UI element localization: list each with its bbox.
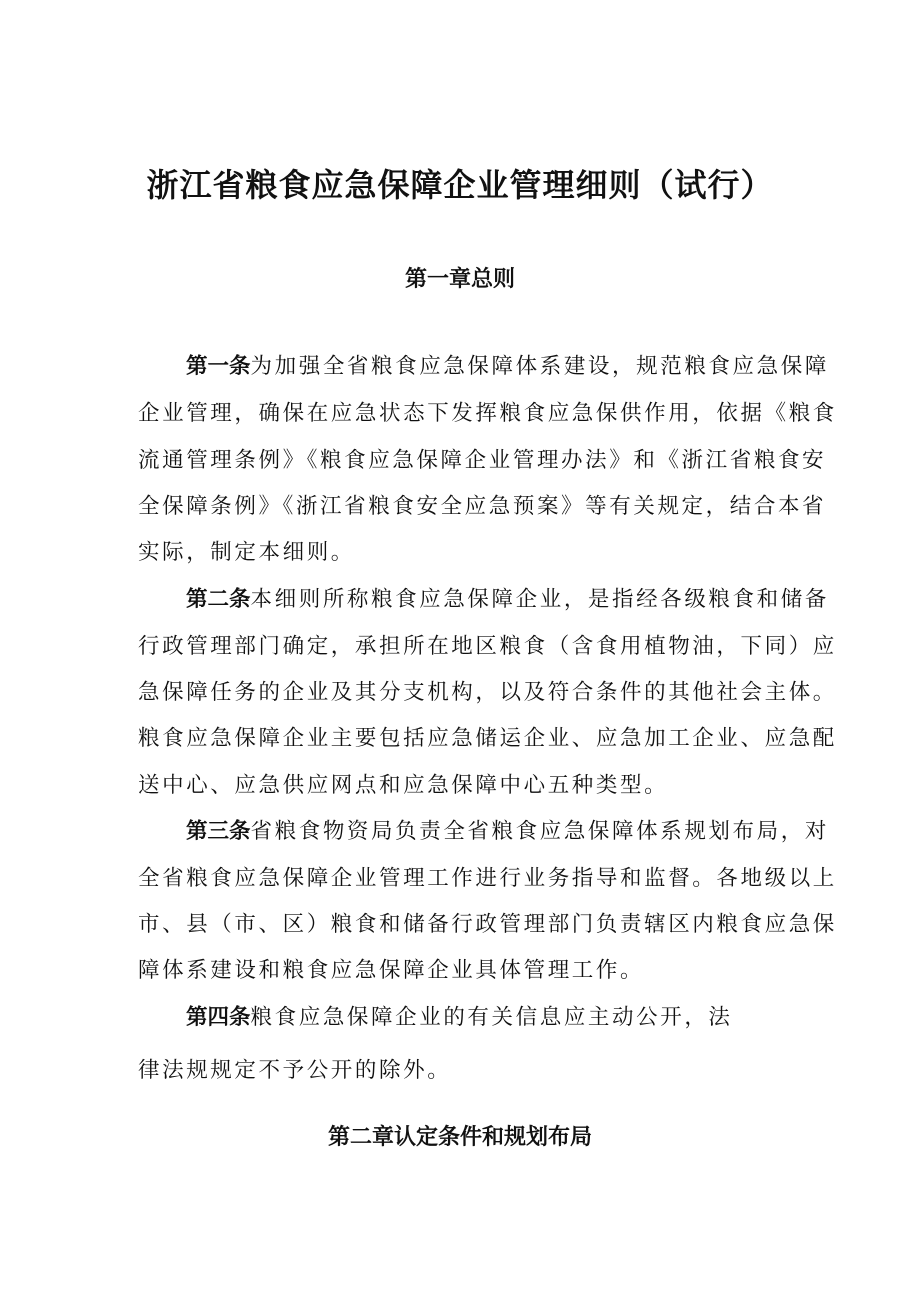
article-4-text: 粮食应急保障企业的有关信息应主动公开，法 <box>250 1005 733 1030</box>
article-3-label: 第三条 <box>186 819 251 844</box>
article-3-text: 省粮食物资局负责全省粮食应急保障体系规划布局，对 <box>250 819 829 844</box>
article-1-line-2: 企业管理，确保在应急状态下发挥粮食应急保供作用，依据《粮食 <box>138 401 837 426</box>
article-2-text: 本细则所称粮食应急保障企业，是指经各级粮食和储备 <box>250 587 829 612</box>
article-2-label: 第二条 <box>186 587 251 612</box>
chapter-heading-1: 第一章总则 <box>404 267 515 292</box>
article-4-label: 第四条 <box>186 1005 251 1030</box>
article-2-line-5: 送中心、应急供应网点和应急保障中心五种类型。 <box>138 773 669 798</box>
article-3-line-1 <box>186 817 829 847</box>
article-1-text: 为加强全省粮食应急保障体系建设，规范粮食应急保障 <box>250 354 829 379</box>
article-1-label: 第一条 <box>186 354 251 379</box>
chapter-heading-2: 第二章认定条件和规划布局 <box>327 1125 592 1150</box>
article-3-line-3: 市、县（市、区）粮食和储备行政管理部门负责辖区内粮食应急保 <box>138 912 837 937</box>
article-1-line-3: 流通管理条例》《粮食应急保障企业管理办法》和《浙江省粮食安 <box>138 448 827 473</box>
article-2-line-3: 急保障任务的企业及其分支机构，以及符合条件的其他社会主体。 <box>138 680 837 705</box>
article-4-line-2: 律法规规定不予公开的除外。 <box>138 1058 452 1083</box>
article-2-line-1 <box>186 585 829 615</box>
article-3-line-2: 全省粮食应急保障企业管理工作进行业务指导和监督。各地级以上 <box>138 866 837 891</box>
article-1-line-1 <box>186 352 829 382</box>
article-3-line-4: 障体系建设和粮食应急保障企业具体管理工作。 <box>138 958 645 983</box>
article-2-line-2: 行政管理部门确定，承担所在地区粮食（含食用植物油，下同）应 <box>138 634 837 659</box>
article-4-line-1 <box>186 1003 733 1033</box>
article-2-line-4: 粮食应急保障企业主要包括应急储运企业、应急加工企业、应急配 <box>138 726 837 751</box>
article-1-line-5: 实际，制定本细则。 <box>138 540 355 565</box>
document-title: 浙江省粮食应急保障企业管理细则（试行） <box>146 166 774 204</box>
article-1-line-4: 全保障条例》《浙江省粮食安全应急预案》等有关规定，结合本省 <box>138 494 827 519</box>
